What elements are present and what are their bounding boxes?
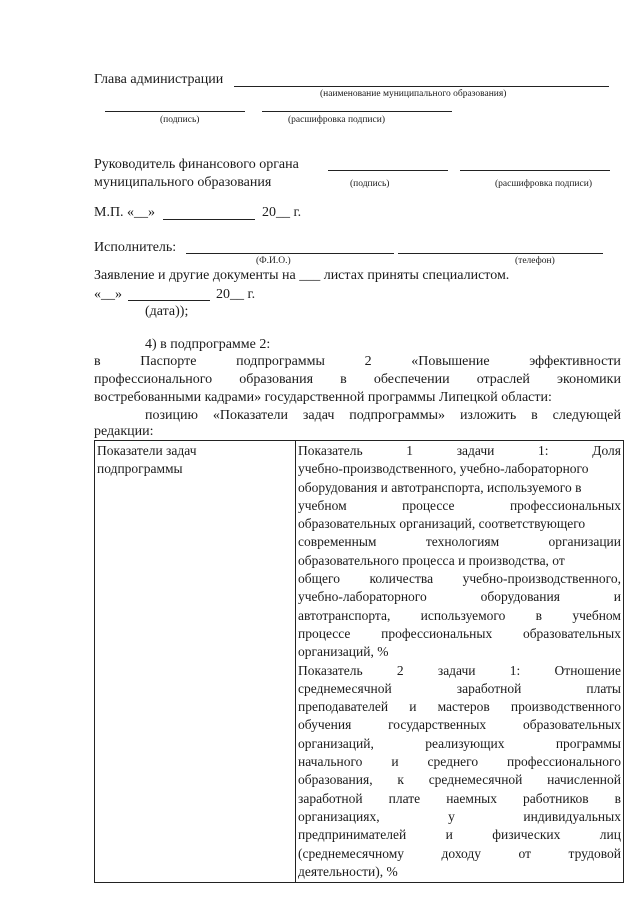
indicators-text-cell (296, 441, 624, 883)
word: оборудования (480, 589, 560, 605)
word: мастеров (437, 699, 490, 715)
head-line (234, 86, 609, 87)
word: автотранспорта, (298, 607, 391, 623)
word: 2 (364, 354, 372, 369)
word: используемого (420, 607, 506, 623)
word: отраслей (476, 372, 530, 387)
word: индивидуальных (523, 808, 621, 824)
word: 1: (509, 662, 521, 678)
para1-line1 (94, 354, 621, 370)
fin-decode-line (460, 170, 610, 171)
statement-date-prefix: «__» (94, 287, 122, 302)
indicators-table (94, 440, 624, 883)
word: в (340, 372, 347, 387)
indicator-2 (298, 662, 621, 882)
word: производственного (510, 699, 621, 715)
text-line: деятельности), % (298, 863, 398, 879)
text-line (298, 808, 621, 826)
sign-line (105, 111, 245, 112)
word: к (397, 772, 404, 788)
word: процессе (298, 625, 351, 641)
text-line (298, 845, 621, 863)
fin-sign-line (328, 170, 448, 171)
statement-line-1: Заявление и другие документы на ___ листах приняты специалистом. (94, 268, 510, 283)
word: и (613, 589, 621, 605)
word: 2 (396, 662, 404, 678)
text-line (298, 442, 621, 460)
text-line: организаций, % (298, 644, 389, 660)
word: плате (388, 790, 421, 806)
word: и (445, 827, 453, 843)
fio-hint: (Ф.И.О.) (256, 256, 291, 266)
word: предпринимателей (298, 827, 407, 843)
text-line: образовательных организаций, соответствующего (298, 516, 586, 532)
text-line (298, 625, 621, 643)
word: в (535, 607, 543, 623)
word: Показатель (298, 443, 363, 458)
para2-line2: редакции: (94, 424, 154, 439)
word: учебно-лабораторного (298, 589, 427, 605)
word: реализующих (425, 735, 505, 751)
text-line (298, 716, 621, 734)
word: организациях, (298, 808, 380, 824)
word: работников (523, 790, 589, 806)
stamp-prefix: М.П. «__» (94, 205, 156, 220)
word: организации (548, 534, 621, 550)
word: 1 (406, 443, 414, 458)
executor-label: Исполнитель: (94, 240, 177, 255)
decode-line (262, 111, 452, 112)
sign-hint: (подпись) (160, 115, 200, 125)
indicator-1 (298, 442, 621, 662)
text-line (298, 497, 621, 515)
word: «Повышение (411, 354, 490, 369)
word: профессиональных (509, 497, 621, 513)
word: образования, (298, 772, 373, 788)
stamp-date-line (163, 219, 255, 220)
word: начисленной (547, 772, 621, 788)
word: платы (586, 680, 621, 696)
word: и (391, 754, 399, 770)
word: изложить (459, 408, 517, 423)
word: подпрограммы (236, 354, 325, 369)
word: физических (492, 827, 561, 843)
word: обеспечении (373, 372, 450, 387)
word: подпрограммы» (349, 408, 446, 423)
word: программы (555, 735, 621, 751)
word: заработной (456, 680, 522, 696)
word: заработной (298, 790, 363, 806)
word: учебно-производственного, (462, 571, 621, 587)
word: трудовой (568, 845, 621, 861)
word: Показатель (298, 662, 363, 678)
text-line (298, 570, 621, 588)
word: образования (239, 372, 314, 387)
word: Отношение (554, 662, 621, 678)
word: 1: (538, 443, 549, 458)
word: Доля (592, 443, 621, 458)
word: профессиональных (381, 625, 493, 641)
text-line: учебно-производственного, учебно-лабораторного (298, 461, 589, 477)
word: у (448, 808, 455, 824)
word: профессионального (94, 372, 213, 387)
text-line (298, 735, 621, 753)
head-hint: (наименование муниципального образования) (320, 89, 507, 99)
text-line (298, 662, 621, 680)
table-row (95, 441, 624, 883)
word: образовательных (522, 625, 621, 641)
word: и (409, 699, 417, 715)
word: количества (369, 571, 434, 587)
date-hint: (дата)); (145, 304, 189, 319)
word: позицию (145, 408, 198, 423)
word: задачи (437, 662, 476, 678)
word: среднемесячной (298, 680, 392, 696)
subprogram-item: 4) в подпрограмме 2: (145, 337, 271, 352)
indicators-label-cell (95, 441, 296, 883)
word: (среднемесячному (298, 845, 405, 861)
text-line (298, 826, 621, 844)
word: обучения (298, 717, 352, 733)
fin-label-1: Руководитель финансового органа (94, 157, 299, 172)
word: начального (298, 754, 363, 770)
word: процессе (402, 497, 455, 513)
word: «Показатели (212, 408, 288, 423)
word: общего (298, 571, 340, 587)
text-line (298, 680, 621, 698)
word: доходу (441, 845, 482, 861)
text-line: образовательного процесса и производства, от (298, 552, 565, 568)
word: технологиям (425, 534, 500, 550)
word: в (531, 408, 538, 423)
word: профессионального (507, 754, 621, 770)
word: учебном (298, 497, 347, 513)
word: организаций, (298, 735, 374, 751)
word: экономики (556, 372, 621, 387)
word: преподавателей (298, 699, 389, 715)
word: следующей (552, 408, 621, 423)
word: в (614, 790, 621, 806)
label-line-2: подпрограммы (97, 461, 183, 477)
decode-hint: (расшифровка подписи) (288, 115, 385, 125)
word: учебном (572, 607, 621, 623)
label-line-1: Показатели задач (97, 443, 197, 458)
word: образовательных (522, 717, 621, 733)
fin-decode-hint: (расшифровка подписи) (495, 179, 592, 189)
text-line (298, 607, 621, 625)
word: от (518, 845, 532, 861)
word: среднего (427, 754, 479, 770)
word: задачи (456, 443, 495, 458)
statement-year: 20__ г. (216, 287, 256, 302)
word: эффективности (529, 354, 621, 369)
word: наемных (446, 790, 497, 806)
fio-line (186, 253, 394, 254)
word: в (94, 354, 101, 369)
text-line (298, 753, 621, 771)
text-line (298, 588, 621, 606)
fin-sign-hint: (подпись) (350, 179, 390, 189)
stamp-year: 20__ г. (262, 205, 302, 220)
text-line (298, 790, 621, 808)
para1-line2 (94, 372, 621, 388)
phone-line (398, 253, 603, 254)
phone-hint: (телефон) (515, 256, 555, 266)
word: лиц (599, 827, 621, 843)
text-line (298, 698, 621, 716)
word: государственных (388, 717, 487, 733)
word: современным (298, 534, 377, 550)
word: Паспорте (140, 354, 197, 369)
statement-date-line (128, 300, 210, 301)
fin-label-2: муниципального образования (94, 175, 272, 190)
head-label: Глава администрации (94, 72, 224, 87)
word: задач (302, 408, 335, 423)
text-line: оборудования и автотранспорта, используемого в (298, 479, 582, 495)
text-line (298, 533, 621, 551)
para2-line1 (145, 408, 621, 424)
para1-line3: востребованными кадрами» государственной программы Липецкой области: (94, 390, 552, 405)
word: среднемесячной (428, 772, 523, 788)
text-line (298, 771, 621, 789)
